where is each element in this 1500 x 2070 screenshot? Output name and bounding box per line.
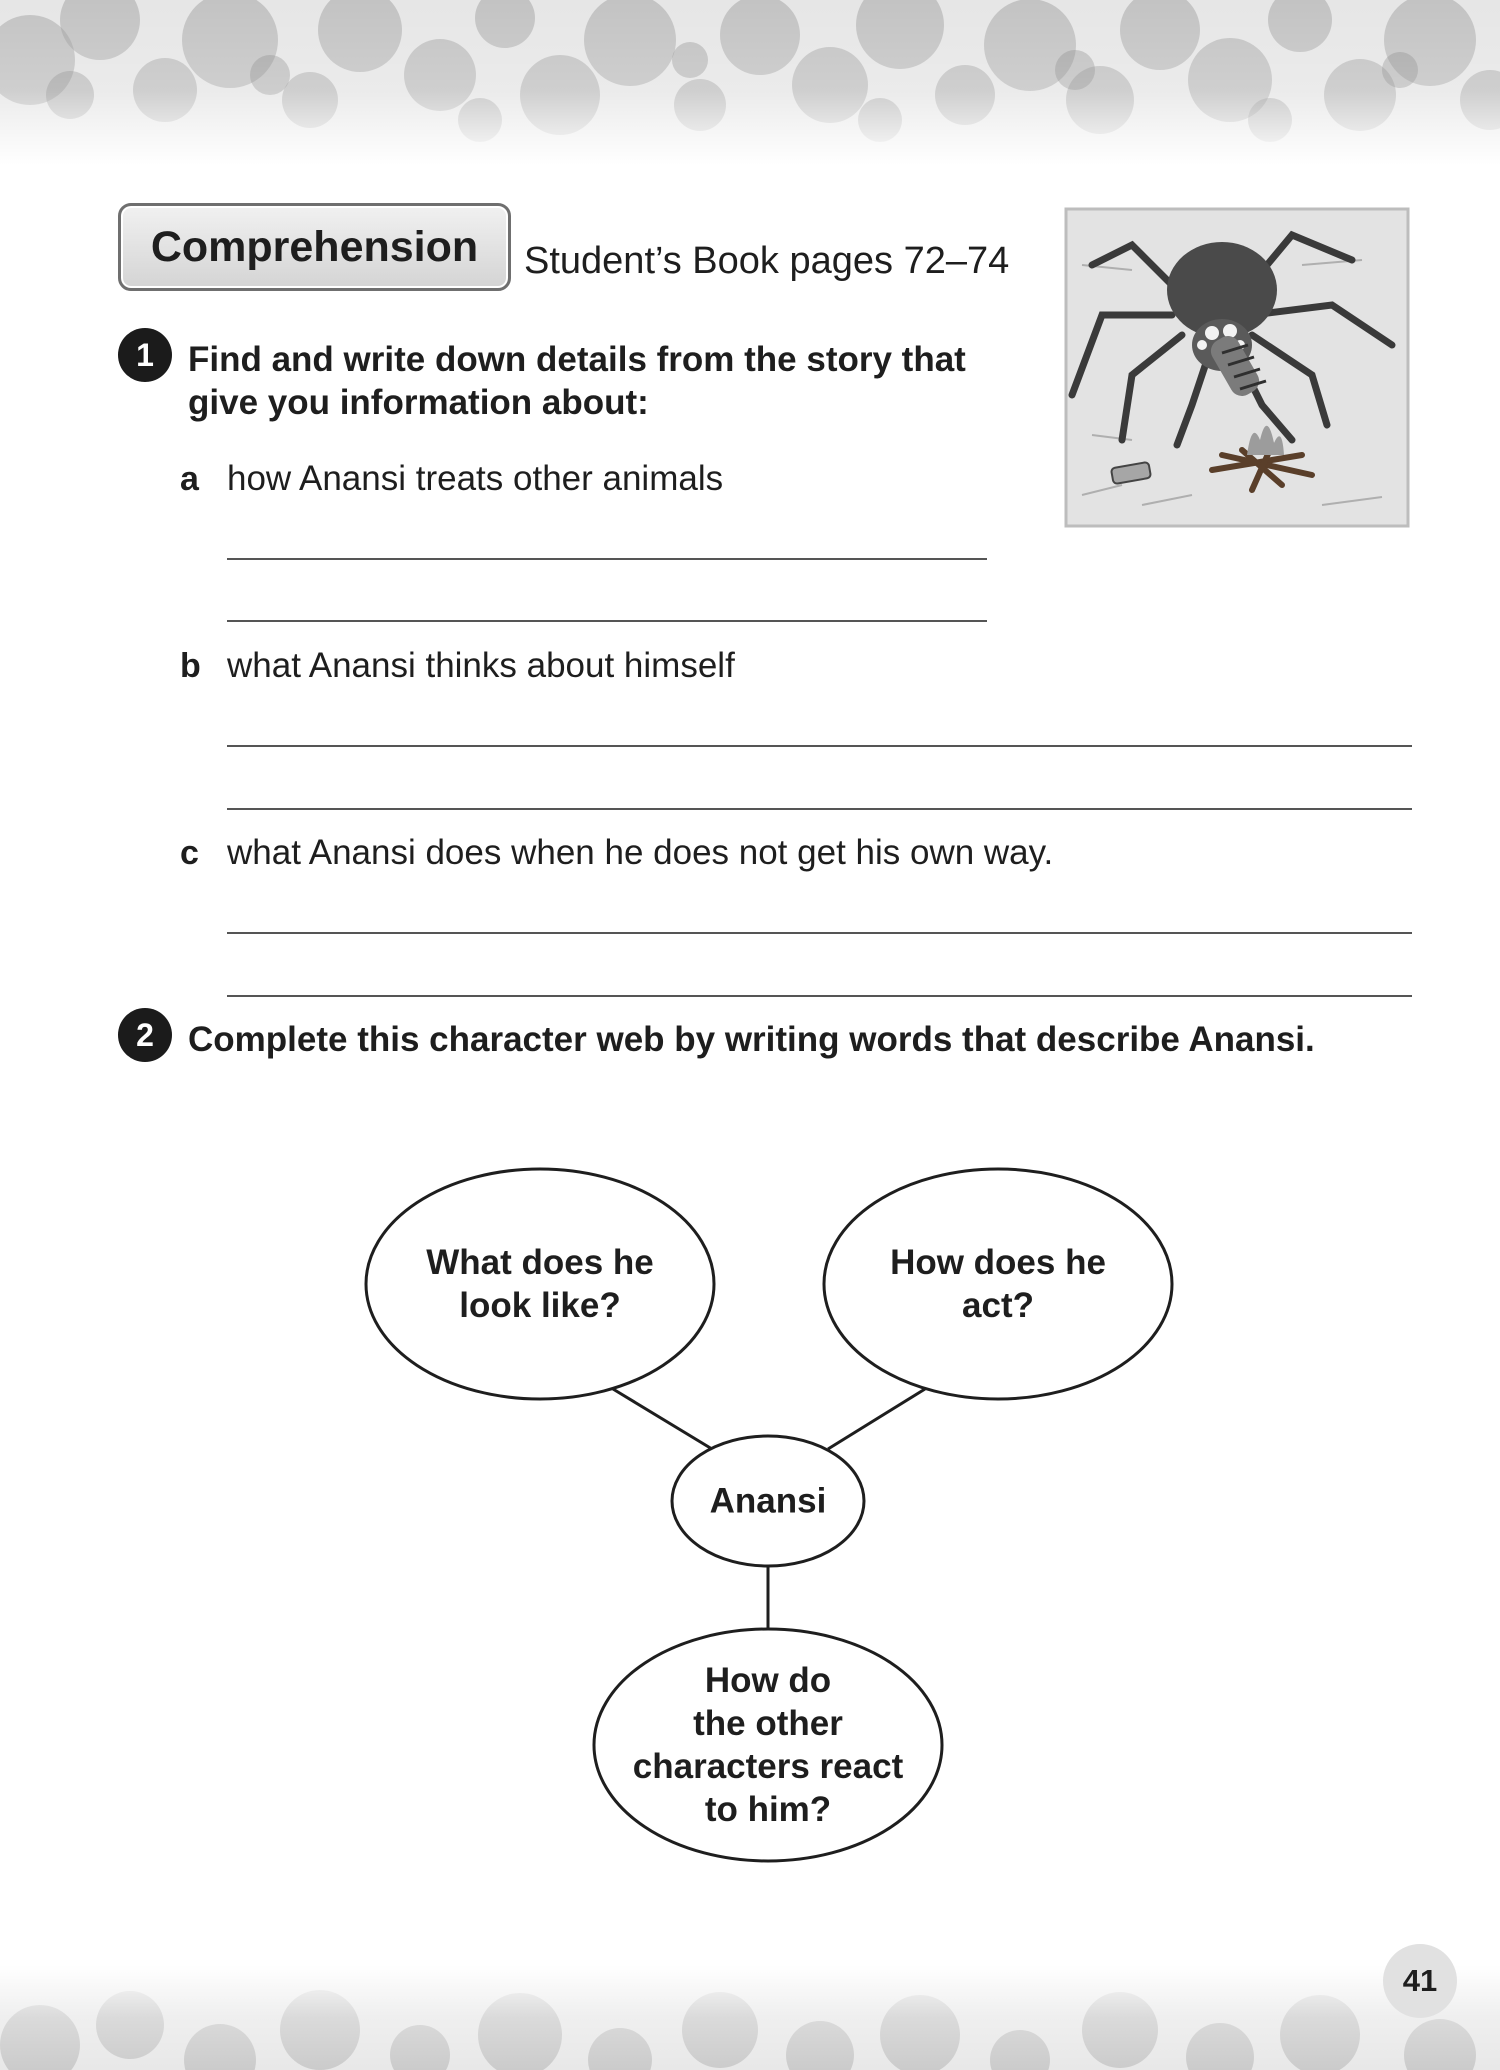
- web-connector-left: [613, 1389, 712, 1449]
- item-letter-a: a: [180, 460, 199, 498]
- question-number-badge: 2: [118, 1008, 172, 1062]
- question-1-line-1: Find and write down details from the story that: [188, 340, 966, 379]
- item-letter-c: c: [180, 834, 199, 872]
- question-1-line-2: give you information about:: [188, 383, 649, 422]
- bubble-behaviour-label: How does he act?: [890, 1243, 1106, 1325]
- question-number-badge: 1: [118, 328, 172, 382]
- item-text-a: how Anansi treats other animals: [227, 459, 724, 498]
- bubble-reactions-label: How do the other characters react to him?: [632, 1661, 904, 1829]
- section-title: Comprehension: [118, 203, 511, 291]
- item-text-c: what Anansi does when he does not get his own way.: [227, 833, 1054, 872]
- page-number: 41: [1383, 1944, 1457, 2018]
- item-text-b: what Anansi thinks about himself: [227, 646, 735, 685]
- question-2-text: Complete this character web by writing words that describe Anansi.: [188, 1020, 1315, 1059]
- bubble-center-label: Anansi: [709, 1481, 827, 1521]
- item-letter-b: b: [180, 647, 201, 685]
- bubble-appearance-label: What does he look like?: [426, 1243, 654, 1325]
- book-reference: Student’s Book pages 72–74: [524, 240, 1010, 282]
- web-connector-right: [828, 1389, 925, 1449]
